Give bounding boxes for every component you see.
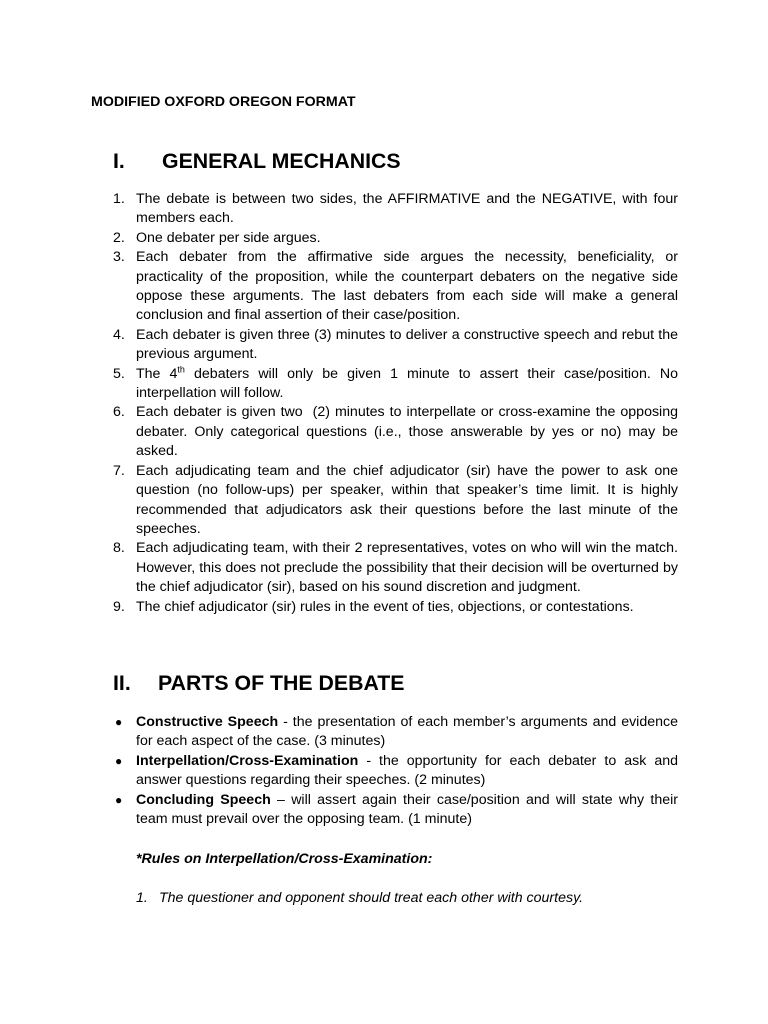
bullet-icon: ● <box>115 715 123 729</box>
list-item-number: 1. <box>113 191 125 207</box>
section-number: II. <box>113 671 131 695</box>
rules-heading: *Rules on Interpellation/Cross-Examination: <box>136 851 433 867</box>
rule-item <box>136 889 676 908</box>
list-item-number: 8. <box>113 540 125 557</box>
list-item-number: 4. <box>113 326 125 343</box>
ordinal-suffix: th <box>177 363 185 374</box>
list-item-text: Each adjudicating team, with their 2 representatives, votes on who will win the match. However, this does not preclude the possibility that their decision will be overturned by the chief adjudicator (sir), based on his sound discretion and judgment. <box>136 540 678 596</box>
list-item-number: 5. <box>113 365 125 382</box>
list-item <box>113 598 678 617</box>
rule-text: The questioner and opponent should treat each other with courtesy. <box>159 890 584 906</box>
section-title: GENERAL MECHANICS <box>162 149 401 173</box>
list-item-text: One debater per side argues. <box>136 229 321 246</box>
section-title: PARTS OF THE DEBATE <box>158 671 405 695</box>
list-item-number: 6. <box>113 404 125 421</box>
bullet-text: – will assert again their case/position and will state why their team must prevail over the opposing team. (1 minute) <box>136 791 679 828</box>
list-item <box>113 403 682 461</box>
list-item-text: The debate is between two sides, the AFFIRMATIVE and the NEGATIVE, with four members each. <box>136 191 678 227</box>
list-item <box>113 326 678 365</box>
parts-of-debate-list <box>113 713 678 829</box>
bullet-icon: ● <box>115 753 123 768</box>
bullet-icon: ● <box>115 792 123 807</box>
list-item-number: 9. <box>113 598 125 615</box>
bullet-term: Constructive Speech <box>136 714 279 730</box>
bullet-item <box>113 791 678 830</box>
document-title: MODIFIED OXFORD OREGON FORMAT <box>91 94 356 110</box>
list-item-text: The chief adjudicator (sir) rules in the event of ties, objections, or contestations. <box>136 598 634 615</box>
section-heading-parts-of-the-debate <box>113 671 405 695</box>
bullet-text: - the presentation of each member’s arguments and evidence for each aspect of the case. (3 minutes) <box>136 714 678 750</box>
list-item <box>113 248 678 326</box>
list-item <box>113 365 678 404</box>
list-item <box>113 229 678 248</box>
list-item-number: 3. <box>113 249 125 266</box>
general-mechanics-list <box>113 190 682 617</box>
section-heading-general-mechanics <box>113 149 401 173</box>
list-item-text: Each adjudicating team and the chief adjudicator (sir) have the power to ask one question (no follow-ups) per speaker, within that speaker’s time limit. It is highly recommended that adjudicators ask their questions before the last minute of the speeches. <box>136 462 678 537</box>
section-number: I. <box>113 149 125 173</box>
list-item-text-end: debaters will only be given 1 minute to assert their case/position. No interpellation will follow. <box>136 365 678 402</box>
list-item-text: Each debater is given three (3) minutes to deliver a constructive speech and rebut the previous argument. <box>136 326 678 363</box>
rule-number: 1. <box>136 890 148 906</box>
interpellation-rules-list <box>136 889 676 908</box>
bullet-term: Interpellation/Cross-Examination <box>136 752 359 769</box>
list-item <box>113 190 678 229</box>
list-item <box>113 462 678 540</box>
bullet-item <box>113 713 678 752</box>
list-item-number: 2. <box>113 229 125 246</box>
list-item-number: 7. <box>113 462 125 479</box>
bullet-item <box>113 752 678 791</box>
bullet-text: - the opportunity for each debater to ask and answer questions regarding their speeches. (2 minutes) <box>136 752 678 789</box>
list-item-text-start: The 4 <box>136 365 178 382</box>
list-item-text: Each debater is given two (2) minutes to interpellate or cross-examine the opposing debater. Only categorical questions (i.e., those answerable by yes or no) may be asked. <box>136 404 682 460</box>
list-item-text: Each debater from the affirmative side argues the necessity, beneficiality, or practicality of the proposition, while the counterpart debaters on the negative side oppose these arguments. The last debaters from each side will make a general conclusion and final assertion of their case/position. <box>136 249 678 324</box>
bullet-term: Concluding Speech <box>136 791 271 808</box>
list-item <box>113 539 678 597</box>
